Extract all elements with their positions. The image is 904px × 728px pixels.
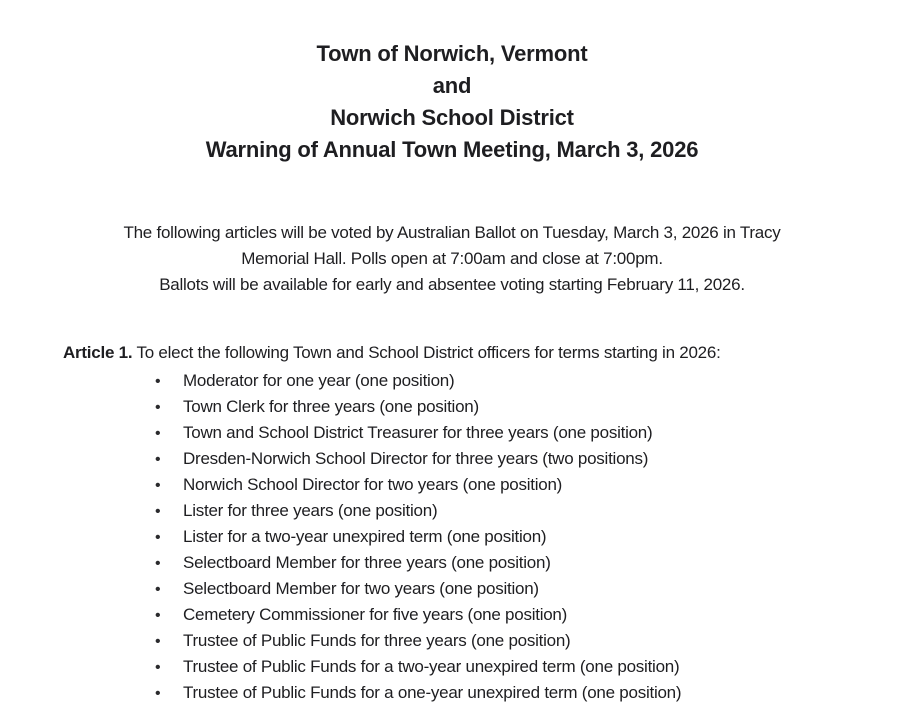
article-1-text: To elect the following Town and School District officers for terms starting in 2026: xyxy=(136,343,721,362)
office-text: Dresden-Norwich School Director for three years (two positions) xyxy=(183,449,649,468)
list-item xyxy=(155,498,904,524)
document-title xyxy=(0,0,904,166)
list-item xyxy=(155,628,904,654)
office-text: Town and School District Treasurer for three years (one position) xyxy=(183,423,653,442)
bullet-icon: • xyxy=(155,607,161,624)
article-1-heading xyxy=(0,340,904,365)
bullet-icon: • xyxy=(155,399,161,416)
title-line: Norwich School District xyxy=(330,105,574,130)
office-text: Selectboard Member for three years (one position) xyxy=(183,553,551,572)
office-text: Trustee of Public Funds for a one-year unexpired term (one position) xyxy=(183,683,682,702)
article-1-label: Article 1. xyxy=(63,343,133,362)
list-item xyxy=(155,576,904,602)
list-item xyxy=(155,472,904,498)
office-list xyxy=(0,368,904,706)
list-item xyxy=(155,368,904,394)
list-item xyxy=(155,602,904,628)
office-text: Lister for a two-year unexpired term (one position) xyxy=(183,527,547,546)
title-line: Warning of Annual Town Meeting, March 3, 2026 xyxy=(205,137,699,162)
bullet-icon: • xyxy=(155,633,161,650)
intro-line: Memorial Hall. Polls open at 7:00am and close at 7:00pm. xyxy=(241,249,663,268)
article-1-section xyxy=(0,340,904,706)
bullet-icon: • xyxy=(155,451,161,468)
bullet-icon: • xyxy=(155,659,161,676)
office-text: Trustee of Public Funds for a two-year unexpired term (one position) xyxy=(183,657,680,676)
bullet-icon: • xyxy=(155,685,161,702)
office-text: Selectboard Member for two years (one position) xyxy=(183,579,539,598)
office-text: Trustee of Public Funds for three years (one position) xyxy=(183,631,571,650)
list-item xyxy=(155,550,904,576)
intro-line: Ballots will be available for early and absentee voting starting February 11, 2026. xyxy=(159,275,745,294)
list-item xyxy=(155,680,904,706)
bullet-icon: • xyxy=(155,529,161,546)
intro-line: The following articles will be voted by Australian Ballot on Tuesday, March 3, 2026 in Tracy xyxy=(123,223,781,242)
bullet-icon: • xyxy=(155,555,161,572)
bullet-icon: • xyxy=(155,477,161,494)
bullet-icon: • xyxy=(155,373,161,390)
bullet-icon: • xyxy=(155,581,161,598)
list-item xyxy=(155,420,904,446)
office-text: Town Clerk for three years (one position) xyxy=(183,397,479,416)
list-item xyxy=(155,394,904,420)
list-item xyxy=(155,654,904,680)
office-text: Cemetery Commissioner for five years (one position) xyxy=(183,605,568,624)
list-item xyxy=(155,446,904,472)
bullet-icon: • xyxy=(155,503,161,520)
title-line: Town of Norwich, Vermont xyxy=(316,41,588,66)
bullet-icon: • xyxy=(155,425,161,442)
title-line: and xyxy=(432,73,472,98)
intro-paragraph xyxy=(0,220,904,298)
list-item xyxy=(155,524,904,550)
office-text: Norwich School Director for two years (one position) xyxy=(183,475,563,494)
office-text: Lister for three years (one position) xyxy=(183,501,438,520)
office-text: Moderator for one year (one position) xyxy=(183,371,455,390)
